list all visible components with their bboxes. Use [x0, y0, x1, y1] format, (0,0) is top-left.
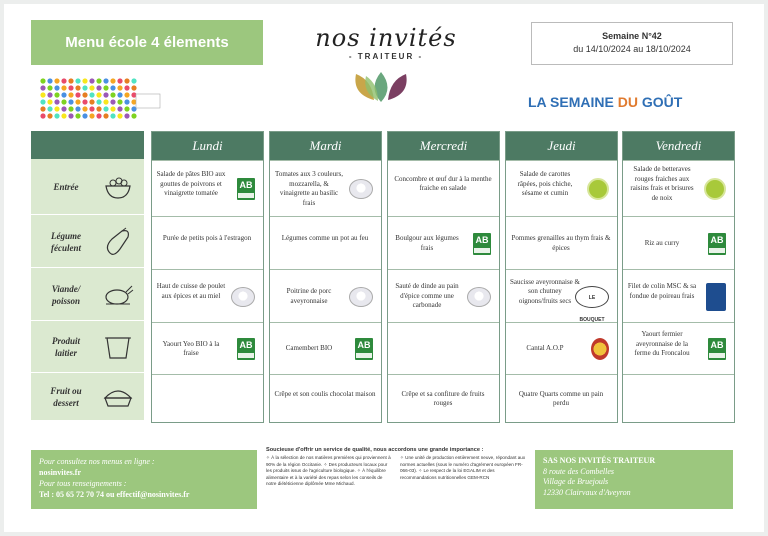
dish-name: Camembert BIO: [285, 344, 333, 353]
aop-label-icon: [591, 338, 609, 360]
menu-cell: [152, 269, 263, 322]
semaine-du-gout-logo: LA SEMAINE DU GOÛT: [528, 94, 683, 110]
week-info: [531, 22, 733, 65]
menu-cell: [506, 322, 617, 374]
day-column-lundi: [151, 131, 264, 423]
bouquet-label-icon: LE BOUQUET: [575, 286, 609, 308]
menu-cell: [506, 269, 617, 322]
week-number: Semaine N°42: [602, 31, 662, 41]
row-label-header: [31, 131, 144, 159]
menu-cell: [623, 269, 734, 322]
footer-contact: [31, 450, 257, 509]
day-column-mardi: [269, 131, 382, 423]
address-line-3: 12330 Clairvaux d'Aveyron: [543, 487, 631, 497]
dish-name: Crêpe et son coulis chocolat maison: [274, 389, 376, 398]
row-label-3: [31, 321, 144, 373]
address-line-1: 8 route des Combelles: [543, 466, 615, 476]
day-header: Vendredi: [623, 132, 734, 160]
dish-name: Salade de carottes râpées, pois chiche, sésame et cumin: [517, 170, 573, 197]
dish-name: Cantal A.O.P: [526, 344, 564, 353]
menu-cell: [388, 160, 499, 216]
menu-cell: [152, 160, 263, 216]
row-label-4: [31, 373, 144, 421]
address-line-2: Village de Bruejouls: [543, 477, 609, 486]
day-column-jeudi: [505, 131, 618, 423]
menu-cell: [623, 374, 734, 422]
menu-cell: [270, 374, 381, 422]
ab-label-icon: AB: [708, 233, 726, 255]
menu-cell: [506, 374, 617, 422]
menu-cell: [623, 216, 734, 269]
day-column-mercredi: [387, 131, 500, 423]
dish-name: Filet de colin MSC & sa fondue de poireau frais: [627, 282, 697, 300]
row-label-1: [31, 215, 144, 268]
ab-label-icon: AB: [708, 338, 726, 360]
quality-col-2: ✧ Une unité de production entièrement neuve, répondant aux normes actuelles (sous le numéro d'agrément européen FR-066-03). ✧ Le respect de la loi EGALIM et des recommandations nutritionnelles GEM-RCN: [400, 455, 526, 480]
menu-cell: [270, 160, 381, 216]
footer-quality-commitments: [266, 447, 528, 487]
menu-cell: [270, 269, 381, 322]
leaves-logo-icon: [348, 70, 414, 104]
menu-cell: [152, 322, 263, 374]
dish-name: Saucisse aveyronnaise & son chutney oignons/fruits secs: [510, 277, 580, 305]
dish-name: Yaourt fermier aveyronnaise de la ferme du Froncalou: [634, 330, 690, 357]
dish-name: Haut de cuisse de poulet aux épices et au miel: [156, 282, 226, 300]
dish-name: Salade de betteraves rouges fraiches aux raisins frais et brisures de noix: [630, 165, 694, 202]
brand-logo: [306, 24, 466, 61]
hve-label-icon: [587, 178, 609, 200]
dish-name: Tomates aux 3 couleurs, mozzarella, & vinaigrette au basilic frais: [275, 170, 343, 207]
menu-cell: [623, 160, 734, 216]
fr-label-icon: [349, 287, 373, 307]
confetti-banner-icon: [40, 78, 170, 122]
row-label-2: [31, 268, 144, 321]
quality-title: Soucieuse d'offrir un service de qualité, nous accordons une grande importance :: [266, 447, 484, 453]
company-name: SAS NOS INVITÉS TRAITEUR: [543, 456, 656, 465]
dish-name: Salade de pâtes BIO aux gouttes de poivrons et vinaigrette tomatée: [156, 170, 226, 197]
fr-label-icon: [231, 287, 255, 307]
dish-name: Boulgour aux légumes frais: [395, 234, 459, 252]
ab-label-icon: AB: [473, 233, 491, 255]
footer-info-label: Pour tous renseignements :: [39, 479, 127, 488]
day-column-vendredi: [622, 131, 735, 423]
ab-label-icon: AB: [237, 338, 255, 360]
dish-name: Pommes grenailles au thym frais & épices: [511, 234, 611, 252]
dish-name: Poitrine de porc aveyronnaise: [286, 287, 332, 305]
row-label-text: Entrée: [53, 182, 79, 192]
footer-online-label: Pour consultez nos menus en ligne :: [39, 457, 155, 466]
dish-name: Purée de petits pois à l'estragon: [162, 234, 252, 242]
hve-label-icon: [704, 178, 726, 200]
salad-bowl-icon: [102, 172, 134, 202]
menu-cell: [388, 322, 499, 374]
eggplant-icon: [102, 227, 134, 257]
dish-name: Riz au curry: [644, 238, 680, 247]
contact-phone-email[interactable]: Tel : 05 65 72 70 74 ou effectif@nosinvites.fr: [39, 490, 190, 499]
ab-label-icon: AB: [355, 338, 373, 360]
row-label-text: Produit laitier: [51, 336, 80, 358]
website-link[interactable]: nosinvites.fr: [39, 468, 81, 477]
menu-cell: [388, 269, 499, 322]
menu-cell: [270, 322, 381, 374]
dish-name: Crêpe et sa confiture de fruits rouges: [401, 389, 485, 407]
row-label-0: [31, 159, 144, 215]
row-label-text: Légume féculent: [51, 230, 81, 253]
dish-name: Quatre Quarts comme un pain perdu: [518, 389, 604, 407]
menu-cell: [506, 216, 617, 269]
menu-cell: [388, 216, 499, 269]
fr-label-icon: [467, 287, 491, 307]
day-header: Lundi: [152, 132, 263, 160]
quality-col-1: ✧ À la sélection de nos matières premières qui proviennent à 90% de la région Occitanie. ✧ Des producteurs locaux pour les produits issus de l'agriculture biologique. ✧ À l'équilibre alimentaire et à la variété des repas selon les conseils de notre diététicienne diplômée Mme Michaud.: [266, 455, 391, 487]
menu-title: Menu école 4 élements: [31, 20, 263, 65]
dish-name: Yaourt Yeo BIO à la fraise: [162, 339, 220, 357]
footer-address: [535, 450, 733, 509]
menu-cell: [388, 374, 499, 422]
fr-label-icon: [349, 179, 373, 199]
day-header: Mercredi: [388, 132, 499, 160]
menu-cell: [152, 374, 263, 422]
menu-cell: [270, 216, 381, 269]
day-header: Jeudi: [506, 132, 617, 160]
menu-cell: [623, 322, 734, 374]
day-header: Mardi: [270, 132, 381, 160]
menu-cell: [506, 160, 617, 216]
dish-name: Concombre et œuf dur à la menthe fraiche en salade: [394, 174, 492, 193]
msc-label-icon: [706, 283, 726, 311]
menu-cell: [152, 216, 263, 269]
brand-subtitle: - TRAITEUR -: [348, 52, 424, 61]
dish-name: Sauté de dinde au pain d'épice comme une carbonade: [395, 282, 459, 310]
week-dates: du 14/10/2024 au 18/10/2024: [573, 44, 691, 54]
dish-name: Légumes comme un pot au feu: [281, 234, 369, 242]
brand-name: nos invités: [315, 24, 457, 52]
yogurt-pot-icon: [102, 332, 134, 362]
roast-chicken-icon: [102, 280, 134, 310]
ab-label-icon: AB: [237, 178, 255, 200]
pie-icon: [102, 382, 134, 412]
row-label-text: Fruit ou dessert: [50, 386, 82, 408]
row-label-text: Viande/ poisson: [51, 283, 81, 306]
